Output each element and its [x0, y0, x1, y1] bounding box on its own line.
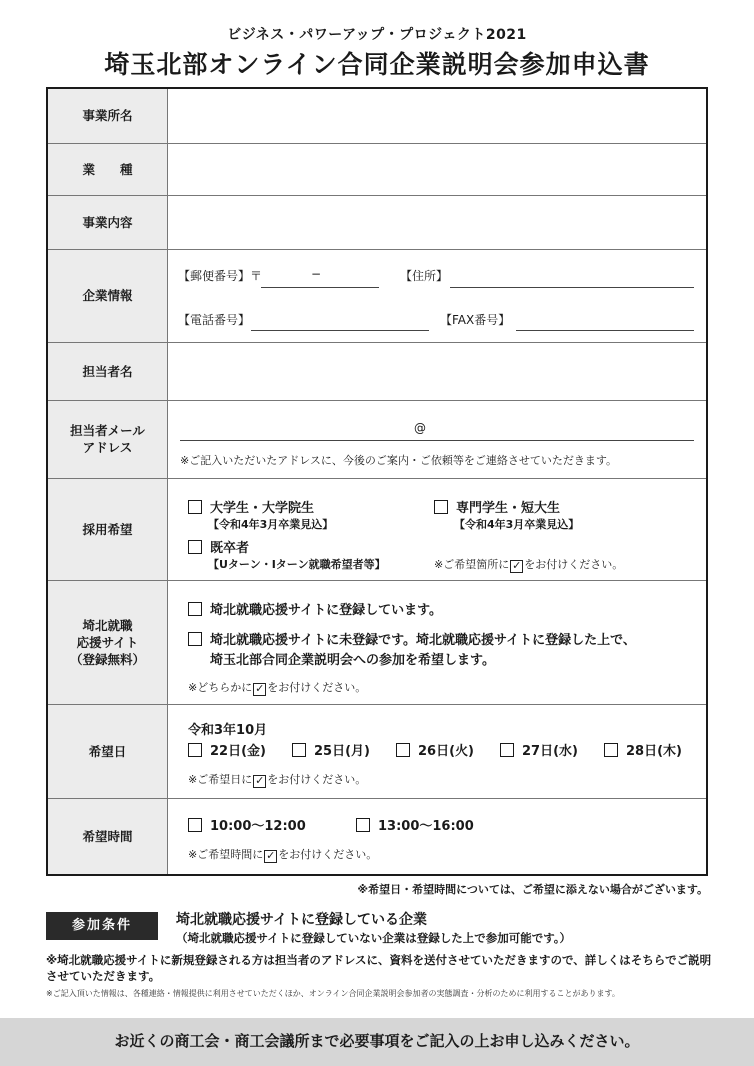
new-registration-note: ※埼北就職応援サイトに新規登録される方は担当者のアドレスに、資料を送付させていただきますので、詳しくはそちらでご説明させていただきます。: [46, 953, 712, 983]
time-note-b: をお付けください。: [278, 847, 378, 861]
business-label: 事業内容: [47, 195, 168, 249]
recruit-option-graduate[interactable]: [188, 537, 249, 556]
form-title: 埼玉北部オンライン合同企業説明会参加申込書: [104, 50, 650, 79]
email-label-line1: 担当者メール: [70, 423, 145, 438]
site-label: [47, 580, 168, 704]
checkbox[interactable]: [188, 602, 202, 616]
privacy-note: ※ご記入頂いた情報は、各種連絡・情報提供に利用させていただくほか、オンライン合同企業説明会参加者の実態調査・分析のために利用することがあります。: [46, 989, 620, 998]
site-label-line3: （登録無料）: [69, 651, 145, 667]
email-label-line2: アドレス: [82, 440, 133, 455]
site-label-line1: 埼北就職: [82, 617, 133, 633]
checkbox[interactable]: [396, 743, 410, 757]
recruit-option-graduate-label: 既卒者: [210, 540, 250, 556]
time-option-label: 10:00〜12:00: [210, 818, 306, 834]
row-contact-name: [47, 342, 707, 400]
time-label: 希望時間: [47, 798, 168, 875]
phone-label: 【電話番号】: [178, 312, 251, 327]
postal-code-field[interactable]: [261, 287, 379, 288]
contact-name-label: 担当者名: [47, 342, 168, 400]
row-date: [47, 704, 707, 798]
row-recruit: [47, 478, 707, 580]
recruit-option-university[interactable]: [188, 497, 314, 516]
email-label: [47, 400, 168, 478]
checkmark-icon: ✓: [512, 558, 522, 572]
checkbox[interactable]: [188, 500, 202, 514]
checkmark-icon: ✓: [255, 773, 265, 787]
address-field[interactable]: [450, 287, 694, 288]
site-label-line2: 応援サイト: [76, 634, 139, 650]
row-time: [47, 798, 707, 875]
recruit-note-b: をお付けください。: [524, 557, 624, 571]
row-office-name: [47, 88, 707, 143]
email-note: ※ご記入いただいたアドレスに、今後のご案内・ご依頼等をご連絡させていただきます。: [180, 453, 618, 467]
time-cell: [168, 798, 708, 875]
form-subtitle: ビジネス・パワーアップ・プロジェクト2021: [227, 27, 527, 43]
recruit-option-vocational[interactable]: [434, 497, 560, 516]
phone-field[interactable]: [251, 330, 429, 331]
date-time-note: ※希望日・希望時間については、ご希望に添えない場合がございます。: [357, 883, 708, 896]
checkbox[interactable]: [292, 743, 306, 757]
site-note: [188, 679, 366, 696]
site-option-registered[interactable]: [188, 599, 442, 618]
checkbox[interactable]: [604, 743, 618, 757]
checkmark-icon: ✓: [266, 848, 276, 862]
condition-title: 埼北就職応援サイトに登録している企業: [176, 912, 428, 928]
recruit-note-a: ※ご希望箇所に: [434, 557, 510, 571]
date-note-b: をお付けください。: [267, 772, 367, 786]
checkbox[interactable]: [188, 743, 202, 757]
recruit-note: [434, 556, 623, 573]
date-note: [188, 771, 366, 788]
site-option-unregistered[interactable]: [188, 629, 636, 648]
site-option-registered-label: 埼北就職応援サイトに登録しています。: [210, 602, 443, 618]
condition-subtitle: （埼北就職応援サイトに登録していない企業は登録した上で参加可能です。）: [176, 931, 572, 945]
date-month: 令和3年10月: [188, 722, 268, 738]
recruit-option-vocational-sub: 【令和4年3月卒業見込】: [454, 517, 580, 531]
time-option-morning[interactable]: [188, 815, 306, 834]
recruit-cell: [168, 478, 708, 580]
application-form-table: [46, 87, 708, 876]
site-note-a: ※どちらかに: [188, 680, 253, 694]
checkbox[interactable]: [188, 818, 202, 832]
fax-label: 【FAX番号】: [440, 312, 511, 327]
row-industry: [47, 143, 707, 195]
date-option-22[interactable]: [188, 740, 266, 759]
recruit-label: 採用希望: [47, 478, 168, 580]
contact-name-field[interactable]: [168, 342, 708, 400]
checkbox[interactable]: [356, 818, 370, 832]
row-business: [47, 195, 707, 249]
date-option-label: 26日(火): [418, 743, 474, 759]
footer-banner: お近くの商工会・商工会議所まで必要事項をご記入の上お申し込みください。: [0, 1018, 754, 1066]
postal-dash: −: [311, 266, 322, 281]
row-site: [47, 580, 707, 704]
fax-field[interactable]: [516, 330, 694, 331]
recruit-option-university-sub: 【令和4年3月卒業見込】: [208, 517, 334, 531]
date-cell: [168, 704, 708, 798]
email-cell: [168, 400, 708, 478]
email-field[interactable]: [180, 440, 694, 441]
date-option-25[interactable]: [292, 740, 370, 759]
date-option-27[interactable]: [500, 740, 578, 759]
date-option-label: 28日(木): [626, 743, 682, 759]
recruit-option-graduate-sub: 【Uターン・Iターン就職希望者等】: [208, 557, 386, 571]
recruit-option-vocational-label: 専門学生・短大生: [456, 500, 561, 516]
company-info-cell: [168, 249, 708, 342]
site-option-unregistered-line2: 埼玉北部合同企業説明会への参加を希望します。: [210, 652, 495, 668]
postal-label: 【郵便番号】〒: [178, 268, 263, 283]
site-note-b: をお付けください。: [267, 680, 367, 694]
recruit-option-university-label: 大学生・大学院生: [210, 500, 315, 516]
industry-field[interactable]: [168, 143, 708, 195]
checkmark-icon: ✓: [255, 681, 265, 695]
checkbox[interactable]: [188, 632, 202, 646]
address-label: 【住所】: [400, 268, 449, 283]
time-option-afternoon[interactable]: [356, 815, 474, 834]
industry-label: 業 種: [47, 143, 168, 195]
office-name-field[interactable]: [168, 88, 708, 143]
time-note-a: ※ご希望時間に: [188, 847, 264, 861]
business-field[interactable]: [168, 195, 708, 249]
date-option-label: 27日(水): [522, 743, 578, 759]
email-at-sign: @: [414, 420, 426, 435]
date-option-26[interactable]: [396, 740, 474, 759]
condition-label: 参加条件: [46, 912, 158, 940]
site-option-unregistered-label: 埼北就職応援サイトに未登録です。埼北就職応援サイトに登録した上で、: [210, 632, 636, 648]
office-name-label: 事業所名: [47, 88, 168, 143]
time-option-label: 13:00〜16:00: [378, 818, 474, 834]
row-company-info: [47, 249, 707, 342]
checkbox[interactable]: [500, 743, 514, 757]
company-info-label: 企業情報: [47, 249, 168, 342]
date-label: 希望日: [47, 704, 168, 798]
date-option-label: 22日(金): [210, 743, 266, 759]
checkbox[interactable]: [188, 540, 202, 554]
date-note-a: ※ご希望日に: [188, 772, 253, 786]
date-option-28[interactable]: [604, 740, 682, 759]
site-cell: [168, 580, 708, 704]
time-note: [188, 846, 377, 863]
row-email: [47, 400, 707, 478]
checkbox[interactable]: [434, 500, 448, 514]
date-option-label: 25日(月): [314, 743, 370, 759]
